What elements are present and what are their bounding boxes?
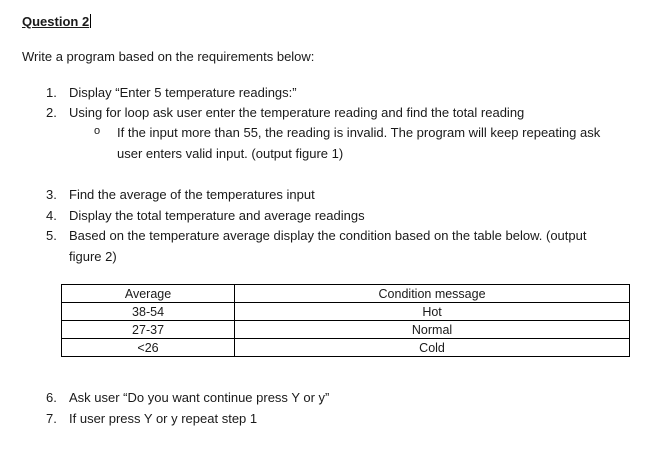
table-row [62, 321, 630, 339]
step-text: Display the total temperature and average readings [69, 208, 365, 223]
condition-table [61, 284, 630, 357]
step-text: Using for loop ask user enter the temperature reading and find the total reading [69, 105, 525, 120]
step-number: 1. [46, 85, 57, 100]
step-text-line-2: figure 2) [69, 249, 117, 264]
condition-cell: Cold [235, 339, 630, 357]
table-header-row [62, 285, 630, 303]
step-number: 5. [46, 228, 57, 243]
text-cursor [90, 14, 91, 28]
step-text: Find the average of the temperatures input [69, 187, 315, 202]
bullet-marker: o [94, 125, 101, 137]
column-header-average: Average [62, 285, 235, 303]
column-header-condition: Condition message [235, 285, 630, 303]
table-row [62, 303, 630, 321]
condition-cell: Hot [235, 303, 630, 321]
step-text: Based on the temperature average display the condition based on the table below. (output [69, 228, 587, 243]
average-cell: 27-37 [62, 321, 235, 339]
sub-bullet-line-1: If the input more than 55, the reading is invalid. The program will keep repeating ask [117, 125, 601, 140]
step-text: Ask user “Do you want continue press Y or y” [69, 390, 330, 405]
step-number: 7. [46, 411, 57, 426]
intro-text: Write a program based on the requirements below: [22, 49, 315, 64]
average-cell: 38-54 [62, 303, 235, 321]
sub-bullet-line-2: user enters valid input. (output figure 1) [117, 146, 344, 161]
step-number: 6. [46, 390, 57, 405]
table-row [62, 339, 630, 357]
step-number: 4. [46, 208, 57, 223]
step-number: 3. [46, 187, 57, 202]
step-text: If user press Y or y repeat step 1 [69, 411, 258, 426]
step-number: 2. [46, 105, 57, 120]
step-text: Display “Enter 5 temperature readings:” [69, 85, 297, 100]
question-title: Question 2 [22, 14, 90, 29]
condition-cell: Normal [235, 321, 630, 339]
average-cell: <26 [62, 339, 235, 357]
